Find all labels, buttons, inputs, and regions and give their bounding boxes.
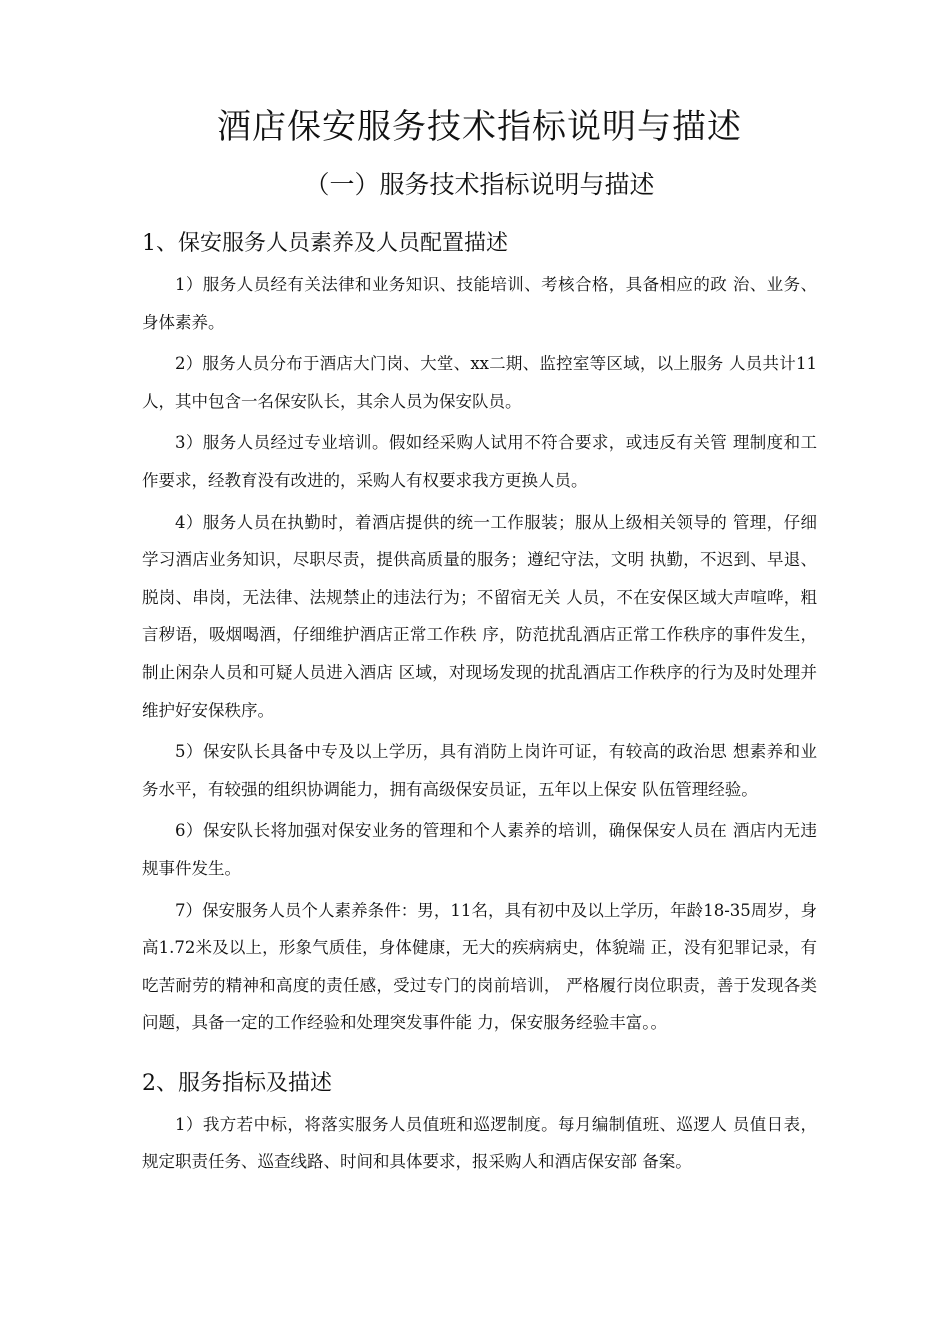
paragraph: 4）服务人员在执勤时，着酒店提供的统一工作服装；服从上级相关领导的 管理，仔细学习酒店业务知识，尽职尽责，提供高质量的服务；遵纪守法，文明 执勤，不迟到、早退、脱岗、串岗，无法律、法规禁止的违法行为；不留宿无关 人员，不在安保区域大声喧哗，粗言秽语，吸烟喝酒，仔细维护酒店正常工作秩 序，防范扰乱酒店正常工作秩序的事件发生，制止闲杂人员和可疑人员进入酒店 区域，对现场发现的扰乱酒店工作秩序的行为及时处理并维护好安保秩序。	[142, 512, 817, 720]
section-heading-personnel: 1、保安服务人员素养及人员配置描述	[142, 231, 508, 256]
paragraph: 3）服务人员经过专业培训。假如经采购人试用不符合要求，或违反有关管 理制度和工作要求，经教育没有改进的，采购人有权要求我方更换人员。	[142, 433, 817, 490]
paragraph: 1）我方若中标，将落实服务人员值班和巡逻制度。每月编制值班、巡逻人 员值日表，规定职责任务、巡查线路、时间和具体要求，报采购人和酒店保安部 备案。	[142, 1114, 817, 1172]
paragraph: 7）保安服务人员个人素养条件：男，11名，具有初中及以上学历，年龄18-35周岁，身高1.72米及以上，形象气质佳，身体健康，无大的疾病病史，体貌端 正，没有犯罪记录，有吃苦耐劳的精神和高度的责任感，受过专门的岗前培训， 严格履行岗位职责，善于发现各类问题，具备一定的工作经验和处理突发事件能 力，保安服务经验丰富。。	[142, 900, 817, 1033]
document-title: 酒店保安服务技术指标说明与描述	[217, 107, 742, 147]
paragraph: 2）服务人员分布于酒店大门岗、大堂、xx二期、监控室等区域，以上服务 人员共计11人，其中包含一名保安队长，其余人员为保安队员。	[142, 354, 817, 411]
document-subtitle: （一）服务技术指标说明与描述	[304, 170, 655, 199]
paragraph: 5）保安队长具备中专及以上学历，具有消防上岗许可证，有较高的政治思 想素养和业务水平，有较强的组织协调能力，拥有高级保安员证，五年以上保安 队伍管理经验。	[142, 742, 817, 799]
section-heading-service-indicators: 2、服务指标及描述	[142, 1070, 332, 1096]
paragraph: 1）服务人员经有关法律和业务知识、技能培训、考核合格，具备相应的政 治、业务、身体素养。	[142, 275, 817, 332]
paragraph: 6）保安队长将加强对保安业务的管理和个人素养的培训，确保保安人员在 酒店内无违规事件发生。	[142, 821, 817, 878]
